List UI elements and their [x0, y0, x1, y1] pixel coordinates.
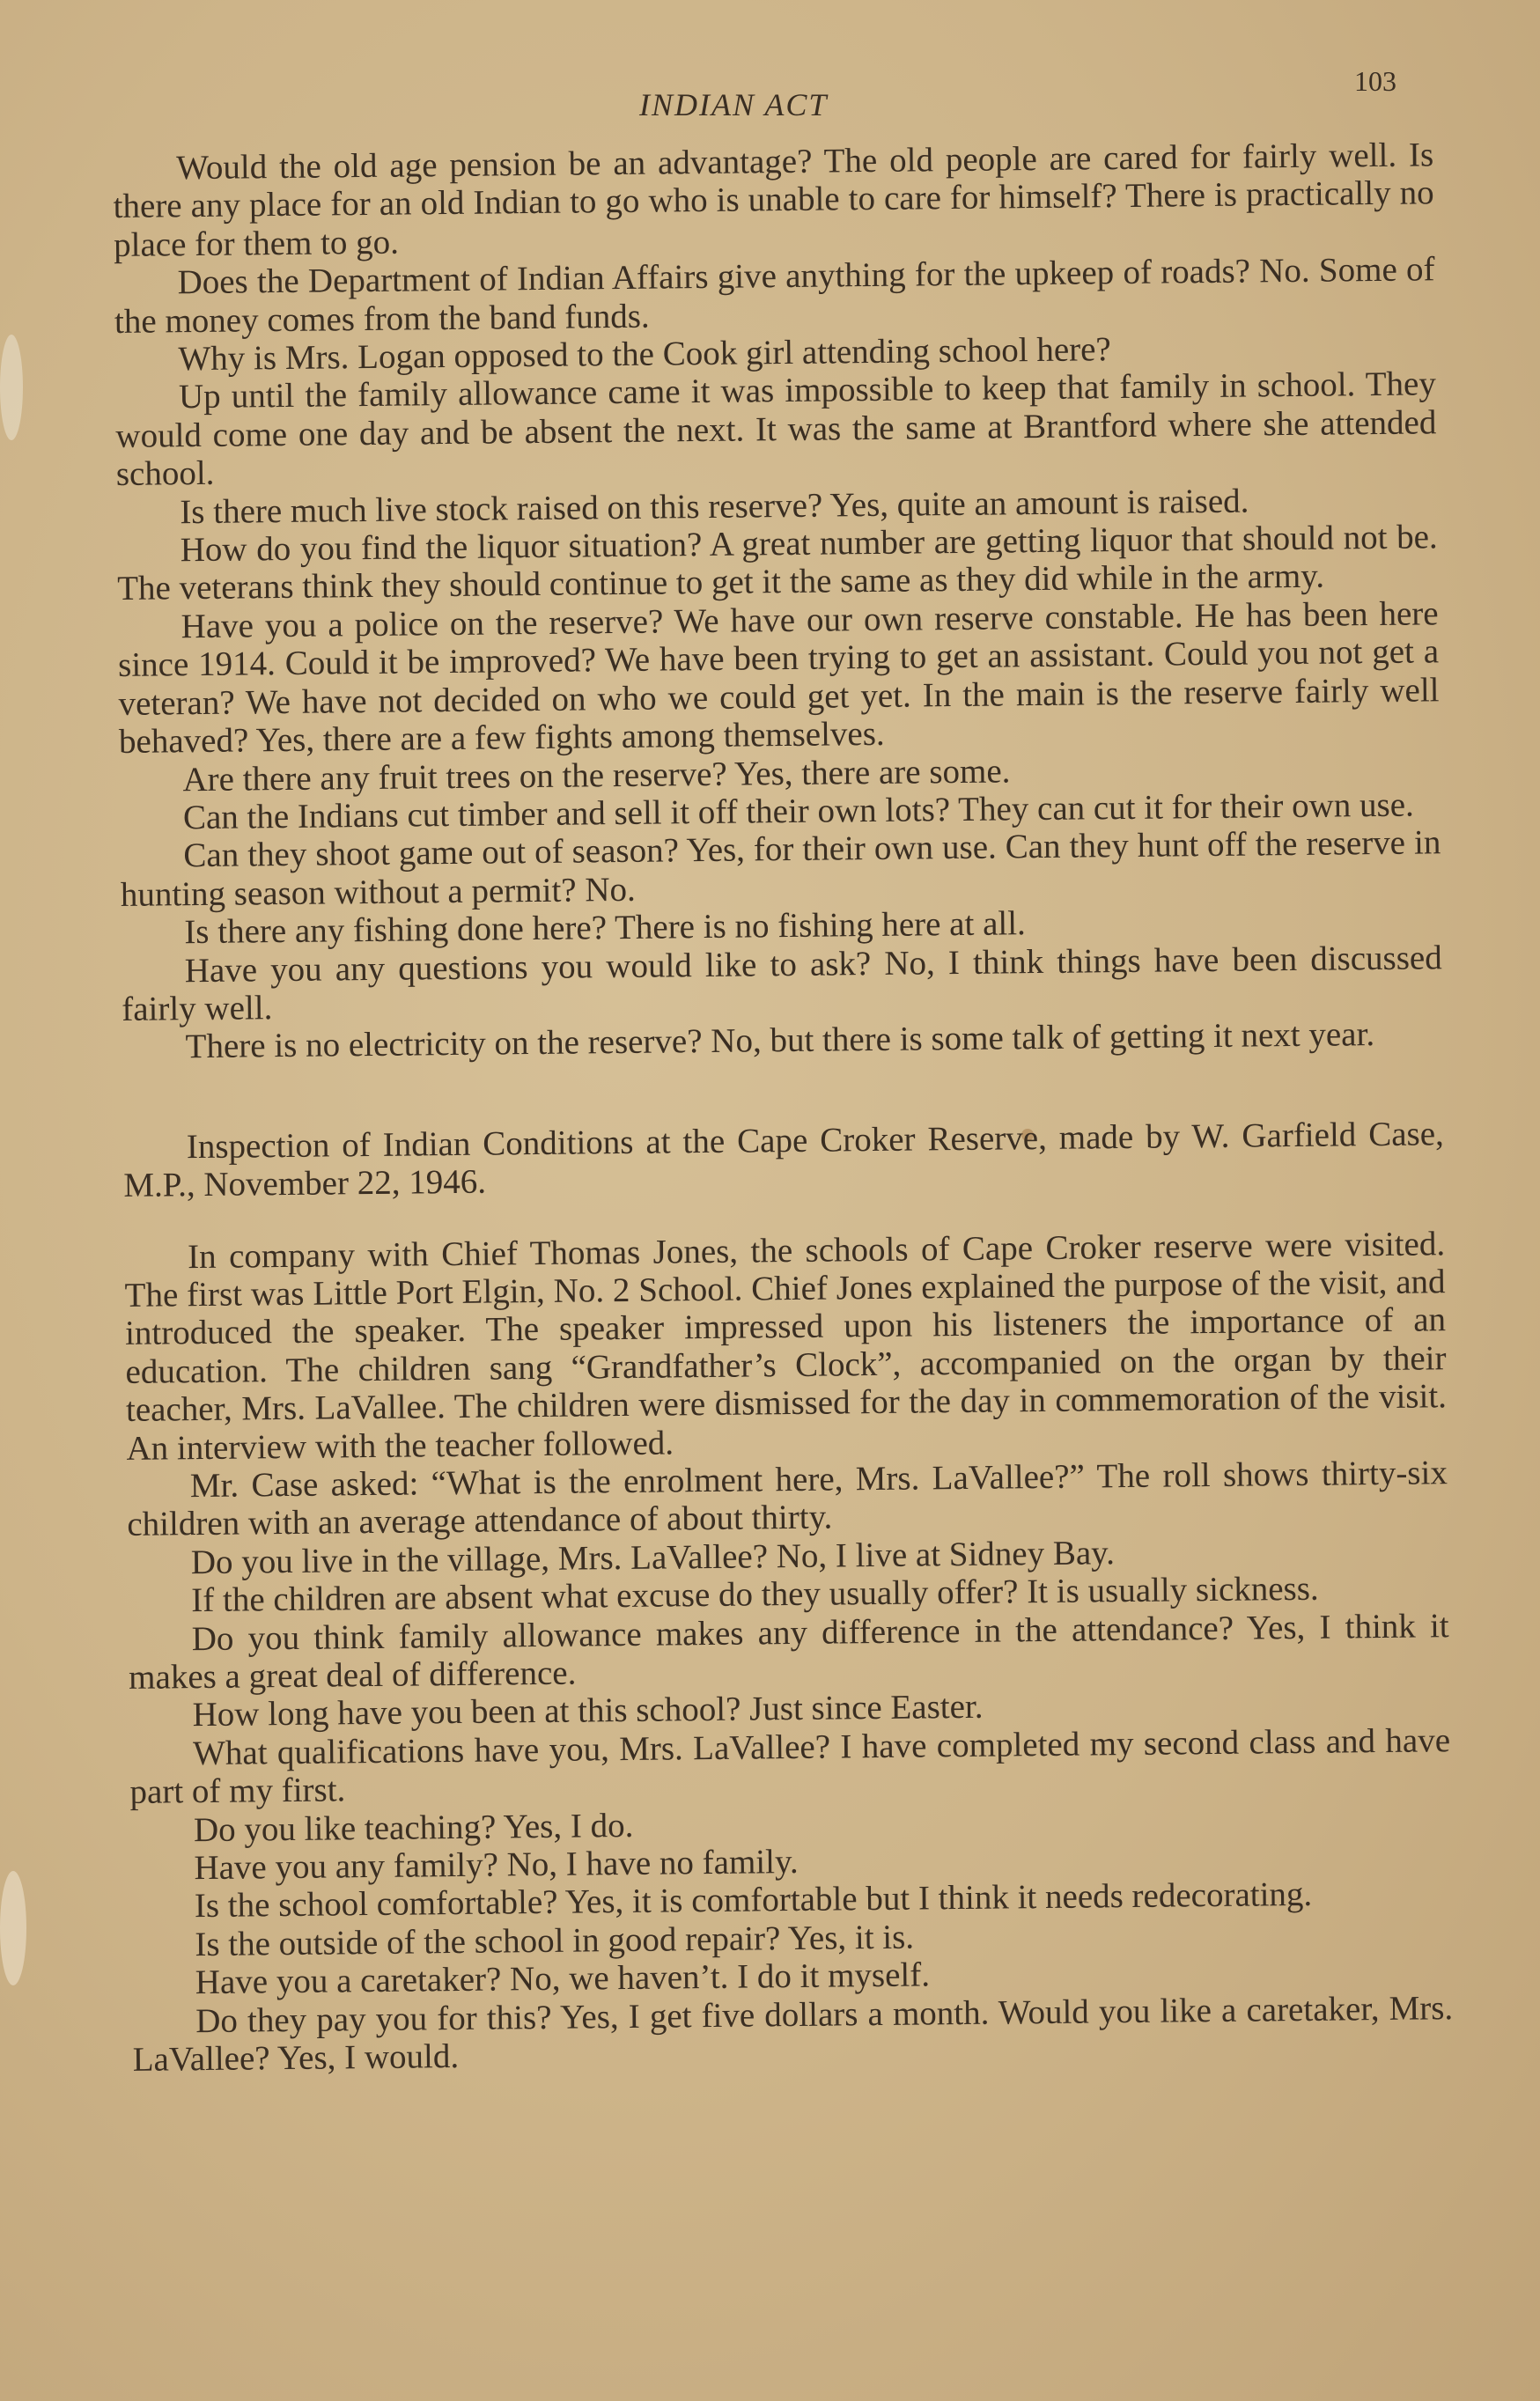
- paragraph: How long have you been at this school? Just since Easter.: [192, 1688, 984, 1734]
- paragraph: Is there any fishing done here? There is no fishing here at all.: [184, 904, 1027, 952]
- paragraph: Is the school comfortable? Yes, it is comfortable but I think it needs redecorating.: [194, 1875, 1313, 1926]
- paragraph: Have you a police on the reserve? We have our own reserve constable. He has been here since 1914. Could it be improved? We have been trying to get an assistant. Could you not get a veteran? We have not decided on who we could get yet. In the main is the reserve fairly well behaved? Yes, there are a few fights among themselves.: [117, 594, 1440, 762]
- paragraph: Do you think family allowance makes any difference in the attendance? Yes, I think it makes a great deal of difference.: [128, 1606, 1449, 1697]
- paragraph: Are there any fruit trees on the reserve? Yes, there are some.: [182, 751, 1011, 799]
- body-text: [113, 136, 1454, 2079]
- paragraph: Do you live in the village, Mrs. LaVallee? No, I live at Sidney Bay.: [190, 1533, 1116, 1581]
- paper-blemish: [0, 1871, 26, 1985]
- paragraph: Do they pay you for this? Yes, I get five dollars a month. Would you like a caretaker, Mrs. LaVallee? Yes, I would.: [132, 1988, 1454, 2079]
- paragraph: In company with Chief Thomas Jones, the schools of Cape Croker reserve were visited. The first was Little Port Elgin, No. 2 School. Chief Jones explained the purpose of the visit, and introduced the speaker. The speaker impressed upon his listeners the importance of an education. The children sang “Grandfather’s Clock”, accompanied on the organ by their teacher, Mrs. LaVallee. The children were dismissed for the day in commemoration of the visit. An interview with the teacher followed.: [124, 1224, 1448, 1468]
- paragraph: Can the Indians cut timber and sell it off their own lots? They can cut it for their own use.: [182, 785, 1414, 837]
- paragraph: How do you find the liquor situation? A great number are getting liquor that should not be. The veterans think they should continue to get it the same as they did while in the army.: [116, 518, 1438, 608]
- paragraph: Have you a caretaker? No, we haven’t. I do it myself.: [195, 1955, 931, 2002]
- paragraph: If the children are absent what excuse do they usually offer? It is usually sickness.: [191, 1569, 1319, 1620]
- paragraph: Is the outside of the school in good repair? Yes, it is.: [195, 1918, 915, 1964]
- paragraph: Can they shoot game out of season? Yes, for their own use. Can they hunt off the reserve in hunting season without a permit? No.: [120, 823, 1441, 914]
- paragraph: Mr. Case asked: “What is the enrolment here, Mrs. LaVallee?” The roll shows thirty-six children with an average attendance of about thirty.: [127, 1454, 1448, 1544]
- paragraph: Would the old age pension be an advantage? The old people are cared for fairly well. Is there any place for an old Indian to go who is unable to care for himself? There is practically no place for them to go.: [113, 136, 1434, 264]
- page-header: [0, 65, 1540, 134]
- paragraph: Do you like teaching? Yes, I do.: [193, 1806, 634, 1849]
- paragraph: There is no electricity on the reserve? No, but there is some talk of getting it next year.: [185, 1015, 1375, 1066]
- paragraph: Why is Mrs. Logan opposed to the Cook girl attending school here?: [178, 330, 1111, 379]
- section-heading: Inspection of Indian Conditions at the Cape Croker Reserve, made by W. Garfield Case, M.P., November 22, 1946.: [123, 1114, 1445, 1205]
- paragraph: Is there much live stock raised on this reserve? Yes, quite an amount is raised.: [180, 482, 1249, 531]
- paragraph: Have you any questions you would like to ask? No, I think things have been discussed fairly well.: [121, 938, 1442, 1028]
- paragraph: What qualifications have you, Mrs. LaVallee? I have completed my second class and have part of my first.: [129, 1721, 1451, 1812]
- running-head: INDIAN ACT: [639, 87, 829, 122]
- paragraph: Up until the family allowance came it was impossible to keep that family in school. They would come one day and be absent the next. It was the same at Brantford where she attended school.: [115, 365, 1437, 494]
- paragraph: Have you any family? No, I have no family.: [194, 1843, 799, 1888]
- page-number: 103: [1354, 65, 1396, 97]
- paragraph: Does the Department of Indian Affairs give anything for the upkeep of roads? No. Some of the money comes from the band funds.: [114, 250, 1435, 341]
- paper-blemish: [0, 335, 23, 440]
